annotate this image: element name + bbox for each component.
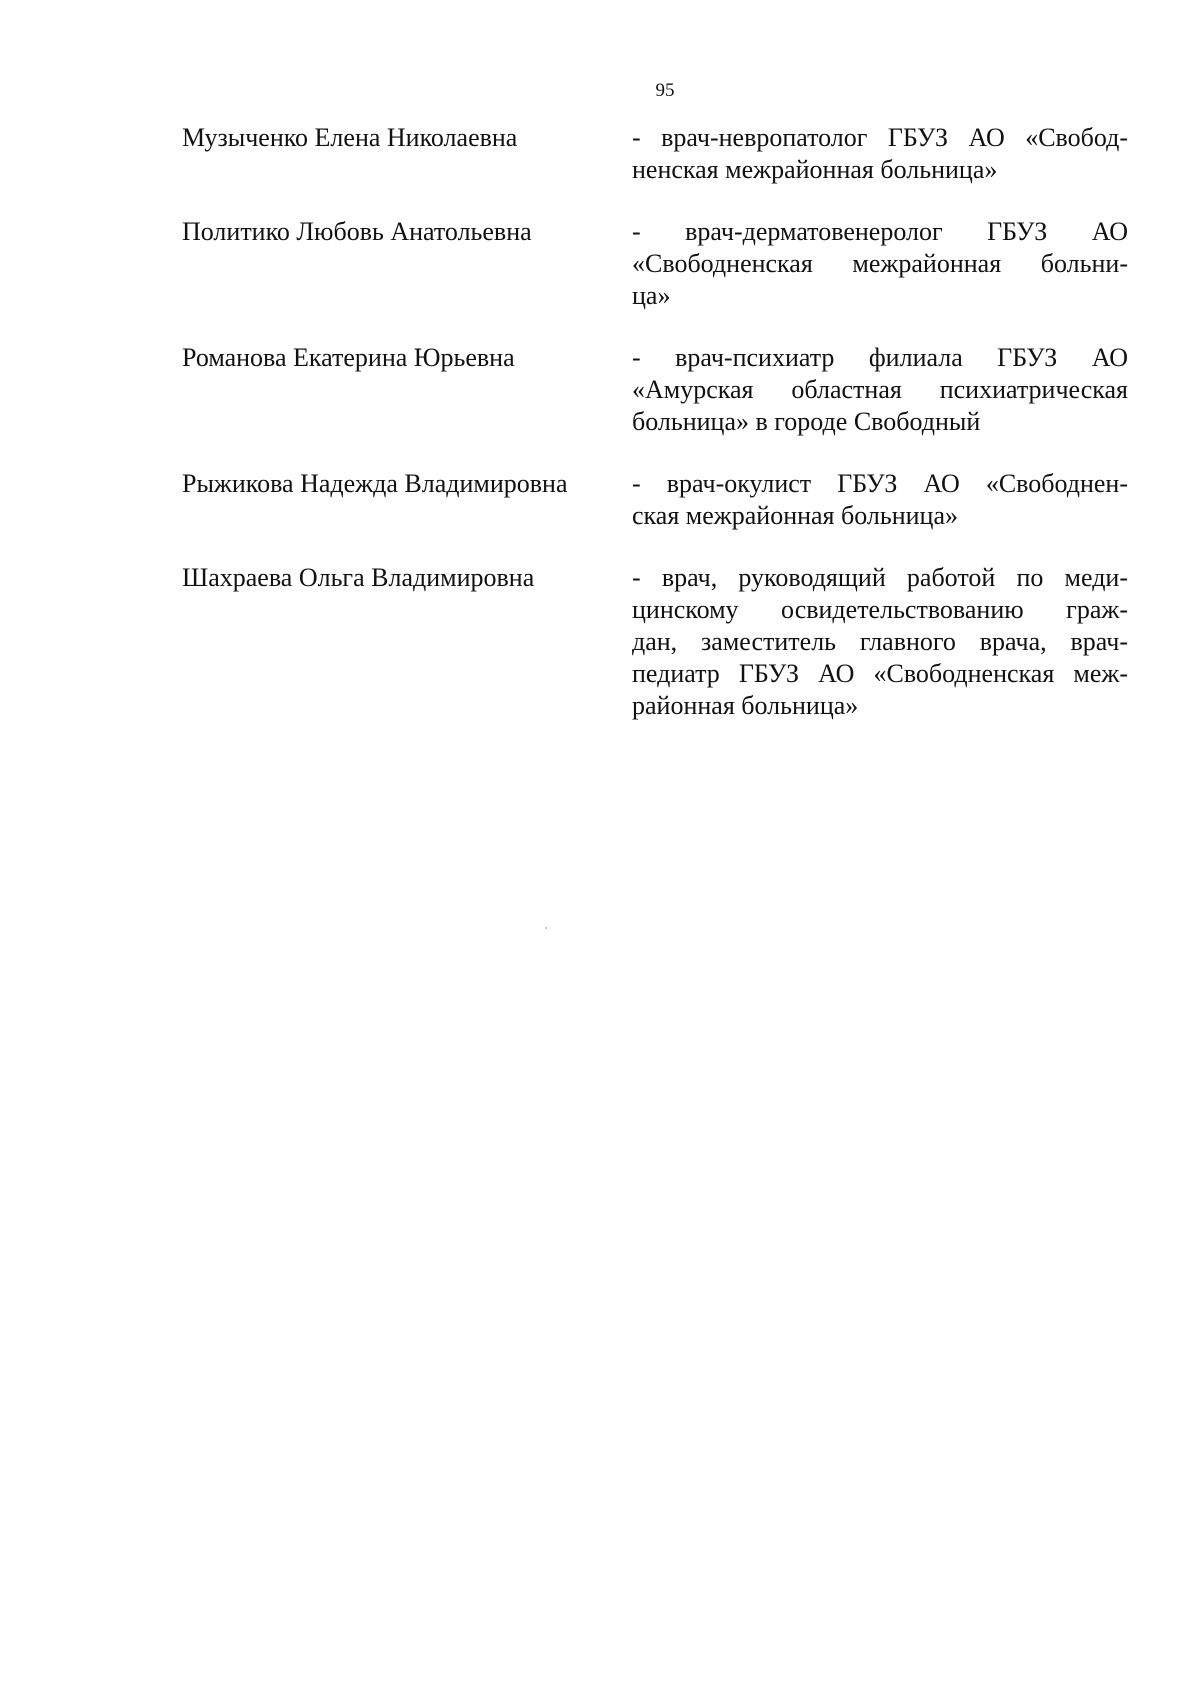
member-role-line: «Амурская областная психиатрическая [632, 375, 1128, 404]
member-entry [182, 342, 1128, 438]
member-role-line: дан, заместитель главного врача, врач- [632, 627, 1128, 656]
member-entry [182, 468, 1128, 532]
scan-speck [545, 927, 547, 929]
member-role-line: - врач-невропатолог ГБУЗ АО «Свобод- [632, 123, 1128, 152]
member-role-line: - врач-окулист ГБУЗ АО «Свободнен- [632, 469, 1128, 498]
member-role-line: «Свободненская межрайонная больни- [632, 249, 1128, 278]
member-name: Шахраева Ольга Владимировна [182, 563, 535, 592]
commission-member-list [182, 122, 1128, 752]
member-role-line: ненская межрайонная больница» [632, 155, 998, 184]
member-name: Романова Екатерина Юрьевна [182, 343, 515, 372]
member-name: Рыжикова Надежда Владимировна [182, 469, 568, 498]
member-role [632, 468, 1128, 532]
page-number: 95 [655, 80, 675, 101]
member-role [632, 122, 1128, 186]
member-role-line: больница» в городе Свободный [632, 407, 981, 436]
member-entry [182, 216, 1128, 312]
member-role-line: - врач, руководящий работой по меди- [632, 563, 1128, 592]
member-entry [182, 562, 1128, 722]
member-role-line: ца» [632, 281, 671, 310]
member-role-line: - врач-дерматовенеролог ГБУЗ АО [632, 217, 1128, 246]
member-name: Музыченко Елена Николаевна [182, 123, 518, 152]
member-name: Политико Любовь Анатольевна [182, 217, 532, 246]
member-role [632, 216, 1128, 312]
member-role-line: - врач-психиатр филиала ГБУЗ АО [632, 343, 1128, 372]
member-role-line: ская межрайонная больница» [632, 501, 959, 530]
member-role-line: цинскому освидетельствованию граж- [632, 595, 1128, 624]
member-entry [182, 122, 1128, 186]
member-role-line: педиатр ГБУЗ АО «Свободненская меж- [632, 659, 1128, 688]
member-role-line: районная больница» [632, 691, 859, 720]
member-role [632, 342, 1128, 438]
member-role [632, 562, 1128, 722]
